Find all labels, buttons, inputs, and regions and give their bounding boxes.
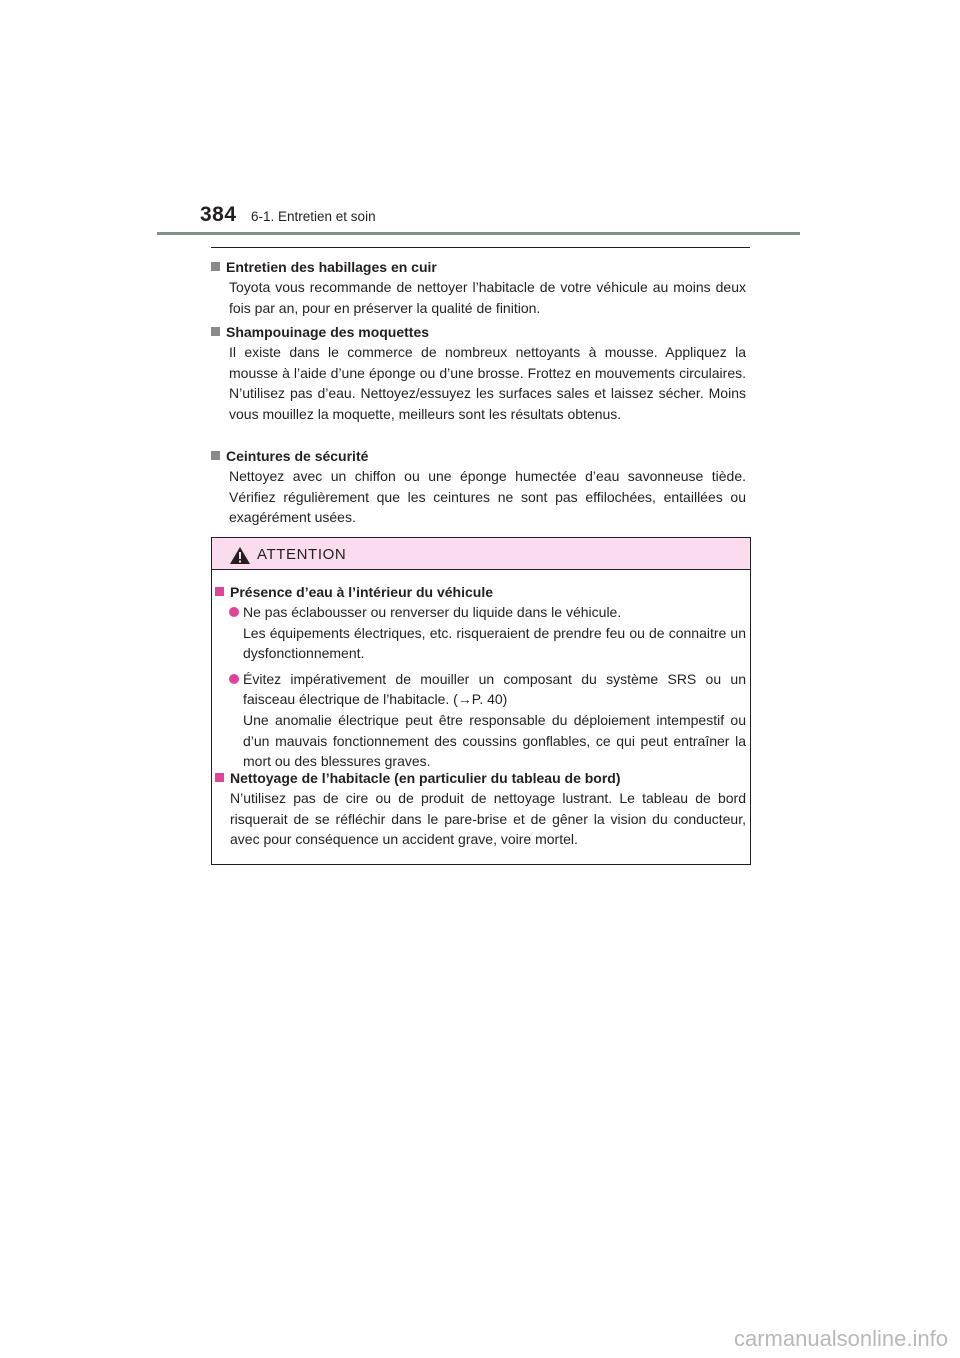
watermark: carmanualsonline.info [733, 1326, 948, 1351]
section-text: Toyota vous recommande de nettoyer l’habitacle de votre véhicule au moins deux fois par an, pour en préserver la qualité de finition. [229, 279, 746, 316]
header-rule [157, 232, 800, 235]
section-leather-care [211, 257, 746, 318]
warning-bullet: Ne pas éclabousser ou renverser du liquide dans le véhicule. Les équipements électriques, etc. risqueraient de prendre feu ou de connaitre un dysfonctionnement. [212, 602, 746, 664]
square-bullet-icon [215, 773, 224, 782]
square-bullet-icon [211, 327, 220, 336]
section-heading: Shampouinage des moquettes [211, 322, 746, 342]
warning-section-text: N’utilisez pas de cire ou de produit de nettoyage lustrant. Le tableau de bord risquerait de se réfléchir dans le pare-brise et de gêner la vision du conducteur, avec pour conséquence un accident grave, voire mortel. [230, 790, 746, 848]
warning-section-water [212, 582, 746, 772]
square-bullet-icon [211, 451, 220, 460]
warning-triangle-icon [229, 546, 251, 565]
warning-bullet: Évitez impérativement de mouiller un composant du système SRS ou un faisceau électrique de l’habitacle. (→P. 40) Une anomalie électrique peut être responsable du déploiement intempestif ou d’un mauvais fonctionnement des coussins gonflables, ce qui peut entraîner la mort ou des blessures graves. [212, 669, 746, 772]
square-bullet-icon [215, 587, 224, 596]
section-carpet-shampoo [211, 322, 746, 424]
section-text: Nettoyez avec un chiffon ou une éponge humectée d’eau savonneuse tiède. Vérifiez régulièrement que les ceintures ne sont pas effilochées, entaillées ou exagérément usées. [229, 468, 746, 526]
square-bullet-icon [211, 262, 220, 271]
round-bullet-icon [229, 674, 239, 684]
warning-header [212, 538, 750, 570]
warning-section-heading: Présence d’eau à l’intérieur du véhicule [212, 582, 746, 602]
section-seat-belts [211, 446, 746, 528]
round-bullet-icon [229, 607, 239, 617]
warning-section-heading: Nettoyage de l’habitacle (en particulier du tableau de bord) [212, 768, 746, 788]
section-rule [211, 247, 750, 248]
chapter-title: 6-1. Entretien et soin [251, 209, 376, 224]
page-number: 384 [200, 203, 237, 226]
warning-title: ATTENTION [257, 546, 347, 563]
warning-box [211, 537, 751, 865]
warning-section-dashboard [212, 768, 746, 850]
section-heading: Ceintures de sécurité [211, 446, 746, 466]
section-heading: Entretien des habillages en cuir [211, 257, 746, 277]
section-text: Il existe dans le commerce de nombreux nettoyants à mousse. Appliquez la mousse à l’aide d’une éponge ou d’une brosse. Frottez en mouvements circulaires. N’utilisez pas d’eau. Nettoyez/essuyez les surfaces sales et laissez sécher. Moins vous mouillez la moquette, meilleurs sont les résultats obtenus. [229, 344, 746, 422]
